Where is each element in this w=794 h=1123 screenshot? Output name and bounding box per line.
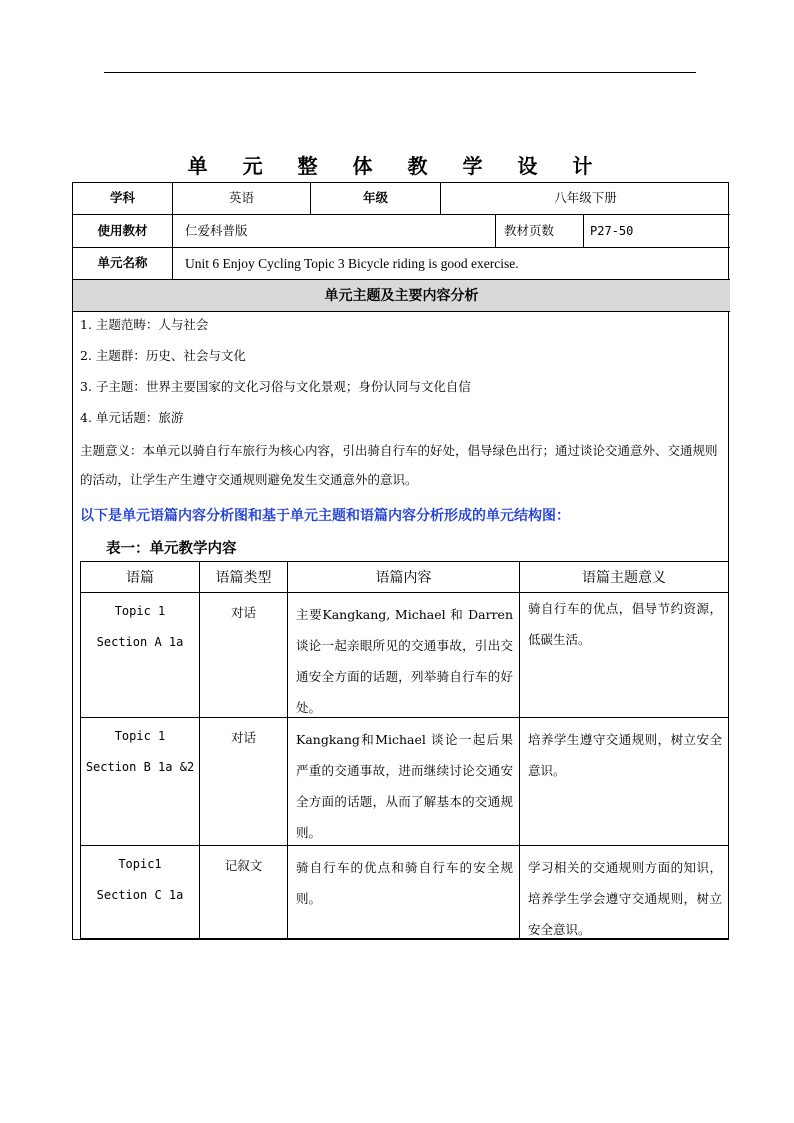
topic-section: Section A 1a xyxy=(96,635,184,649)
textbook-value: 仁爱科普版 xyxy=(173,215,496,248)
table-row-1-type: 对话 xyxy=(200,593,288,718)
header-text: 语篇 xyxy=(80,561,200,593)
grade-label: 年级 xyxy=(311,183,441,215)
topic-name: Topic1 xyxy=(118,857,162,871)
analysis-item-3: 3. 子主题：世界主要国家的文化习俗与文化景观；身份认同与文化自信 xyxy=(80,379,471,394)
analysis-item-2: 2. 主题群：历史、社会与文化 xyxy=(80,348,246,363)
topic-name: Topic 1 xyxy=(114,604,166,618)
header-rule xyxy=(104,72,696,73)
page-title: 单 元 整 体 教 学 设 计 xyxy=(187,154,607,178)
table-row-2-topic xyxy=(80,718,200,846)
table-row-3-topic xyxy=(80,846,200,939)
header-meaning: 语篇主题意义 xyxy=(520,561,729,593)
subject-value: 英语 xyxy=(173,183,311,215)
topic-name: Topic 1 xyxy=(114,729,166,743)
structure-note: 以下是单元语篇内容分析图和基于单元主题和语篇内容分析形成的单元结构图： xyxy=(80,508,570,524)
theme-meaning: 主题意义：本单元以骑自行车旅行为核心内容，引出骑自行车的好处，倡导绿色出行；通过谈论交通意外、交通规则的活动，让学生产生遵守交通规则避免发生交通意外的意识。 xyxy=(80,443,718,487)
analysis-item-4: 4. 单元话题：旅游 xyxy=(80,410,184,425)
table-row-3-type: 记叙文 xyxy=(200,846,288,939)
table-row-3-meaning: 学习相关的交通规则方面的知识，培养学生学会遵守交通规则，树立安全意识。 xyxy=(520,846,729,939)
unit-value: Unit 6 Enjoy Cycling Topic 3 Bicycle riding is good exercise. xyxy=(173,248,730,280)
textbook-label: 使用教材 xyxy=(73,215,173,248)
table-row-1-topic xyxy=(80,593,200,718)
table-row-3-content: 骑自行车的优点和骑自行车的安全规则。 xyxy=(288,846,520,939)
pages-value: P27-50 xyxy=(584,215,730,248)
pages-label: 教材页数 xyxy=(496,215,584,248)
unit-label: 单元名称 xyxy=(73,248,173,280)
analysis-item-1: 1. 主题范畴：人与社会 xyxy=(80,317,209,332)
grade-value: 八年级下册 xyxy=(441,183,730,215)
table-row-2-content: Kangkang和Michael 谈论一起后果严重的交通事故，进而继续讨论交通安全方面的话题，从而了解基本的交通规则。 xyxy=(288,718,520,846)
subject-label: 学科 xyxy=(73,183,173,215)
header-type: 语篇类型 xyxy=(200,561,288,593)
table-row-2-meaning: 培养学生遵守交通规则，树立安全意识。 xyxy=(520,718,729,846)
table-row-1-content: 主要Kangkang, Michael 和 Darren谈论一起亲眼所见的交通事故，引出交通安全方面的话题，列举骑自行车的好处。 xyxy=(288,593,520,718)
section-header: 单元主题及主要内容分析 xyxy=(73,280,730,312)
topic-section: Section B 1a &2 xyxy=(85,760,195,774)
table-row-1-meaning: 骑自行车的优点，倡导节约资源，低碳生活。 xyxy=(520,593,729,718)
table1-label: 表一：单元教学内容 xyxy=(106,540,237,557)
table-row-2-type: 对话 xyxy=(200,718,288,846)
topic-section: Section C 1a xyxy=(96,888,184,902)
content-table xyxy=(80,561,729,939)
header-content: 语篇内容 xyxy=(288,561,520,593)
